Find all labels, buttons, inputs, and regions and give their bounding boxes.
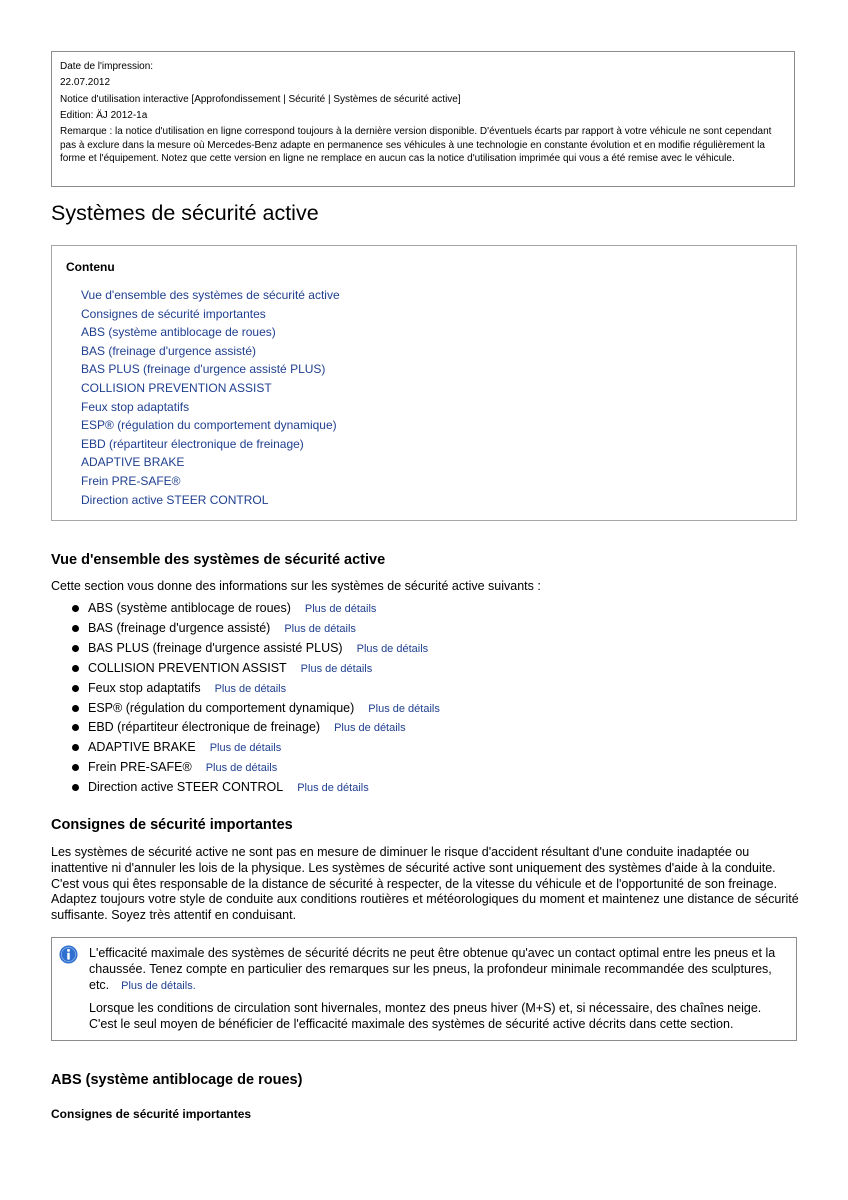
toc-link-steer-control[interactable]: Direction active STEER CONTROL [81, 492, 269, 507]
more-details-link[interactable]: Plus de détails [334, 722, 406, 735]
print-info-box [51, 51, 795, 187]
list-item-label: EBD (répartiteur électronique de freinage) [88, 720, 321, 735]
overview-heading: Vue d'ensemble des systèmes de sécurité active [51, 552, 386, 568]
toc-link-collision-prevention[interactable]: COLLISION PREVENTION ASSIST [81, 380, 272, 395]
note-text [89, 946, 789, 1033]
more-details-link[interactable]: Plus de détails [209, 742, 282, 755]
more-details-link[interactable]: Plus de détails [304, 603, 377, 615]
list-item-label: BAS (freinage d'urgence assisté) [88, 620, 271, 635]
more-details-link[interactable]: Plus de détails [356, 642, 429, 655]
more-details-link[interactable]: Plus de détails [284, 622, 356, 635]
toc-list [81, 286, 340, 509]
toc-link-safety-notes[interactable]: Consignes de sécurité importantes [81, 306, 266, 321]
toc-link-pre-safe[interactable]: Frein PRE-SAFE® [81, 473, 181, 488]
info-note [51, 937, 797, 1041]
note-paragraph [89, 946, 789, 994]
more-details-link[interactable]: Plus de détails [214, 682, 287, 695]
remark-text: Remarque : la notice d'utilisation en ligne correspond toujours à la dernière version disponible. D'éventuels écarts par rapport à votre véhicule ne sont cependant pas à exclure dans la mesure où Mercedes-Benz adapte en permanence ses véhicules à une technologie en constante évolution et en modifie régulièrement la forme et l'équipement. Notez que cette version en ligne ne remplace en aucun cas la notice d'utilisation imprimée qui vous a été remise avec le véhicule. [60, 126, 772, 165]
page-title: Systèmes de sécurité active [51, 201, 319, 225]
toc-link-adaptive-brake[interactable]: ADAPTIVE BRAKE [81, 455, 185, 470]
toc-link-adaptive-brake-lights[interactable]: Feux stop adaptatifs [81, 399, 190, 414]
note-text-1: L'efficacité maximale des systèmes de sécurité décrits ne peut être obtenue qu'avec un contact optimal entre les pneus et la chaussée. Tenez compte en particulier des remarques sur les pneus, la profondeur minimale recommandée des sculptures, etc. [89, 946, 776, 992]
list-item [70, 679, 440, 699]
list-item [70, 718, 440, 738]
abs-subheading: Consignes de sécurité importantes [51, 1107, 252, 1121]
list-item-label: BAS PLUS (freinage d'urgence assisté PLUS) [88, 640, 343, 655]
table-of-contents [51, 245, 797, 521]
breadcrumb: Notice d'utilisation interactive [Approfondissement | Sécurité | Systèmes de sécurité active] [60, 93, 461, 105]
list-item-label: ESP® (régulation du comportement dynamique) [88, 700, 355, 715]
note-paragraph: Lorsque les conditions de circulation sont hivernales, montez des pneus hiver (M+S) et, si nécessaire, des chaînes neige. C'est le seul moyen de bénéficier de l'efficacité maximale des systèmes de sécurité active décrits dans cette section. [89, 1001, 762, 1032]
list-item [70, 738, 440, 758]
list-item [70, 619, 440, 639]
abs-heading: ABS (système antiblocage de roues) [51, 1072, 303, 1088]
more-details-link[interactable]: Plus de détails [300, 662, 373, 675]
toc-link-ebd[interactable]: EBD (répartiteur électronique de freinage) [81, 436, 304, 451]
info-icon [59, 945, 78, 964]
list-item-label: Direction active STEER CONTROL [88, 780, 284, 795]
toc-link-abs[interactable]: ABS (système antiblocage de roues) [81, 325, 276, 340]
list-item-label: Frein PRE-SAFE® [88, 760, 192, 775]
more-details-link[interactable]: Plus de détails [297, 782, 369, 795]
list-item-label: ADAPTIVE BRAKE [88, 740, 196, 755]
more-details-link[interactable]: Plus de détails [368, 702, 440, 715]
list-item [70, 599, 440, 619]
more-details-link[interactable]: Plus de détails [205, 762, 278, 775]
list-item [70, 778, 440, 798]
list-item [70, 699, 440, 719]
print-date: 22.07.2012 [60, 77, 111, 89]
list-item-label: Feux stop adaptatifs [88, 680, 201, 695]
print-date-label: Date de l'impression: [60, 61, 154, 72]
note-more-details-link[interactable]: Plus de détails. [121, 979, 196, 992]
list-item-label: ABS (système antiblocage de roues) [88, 601, 291, 615]
list-item [70, 758, 440, 778]
list-item [70, 659, 440, 679]
safety-heading: Consignes de sécurité importantes [51, 817, 293, 833]
list-item-label: COLLISION PREVENTION ASSIST [88, 660, 287, 675]
toc-link-overview[interactable]: Vue d'ensemble des systèmes de sécurité active [81, 288, 340, 302]
overview-list [70, 599, 440, 798]
edition: Edition: ÄJ 2012-1a [60, 109, 148, 121]
safety-paragraph: Les systèmes de sécurité active ne sont pas en mesure de diminuer le risque d'accident résultant d'une conduite inadaptée ou inattentive ni d'annuler les lois de la physique. Les systèmes de sécurité active sont uniquement des systèmes d'aide à la conduite. C'est vous qui êtes responsable de la distance de sécurité à respecter, de la vitesse du véhicule et de l'opportunité de son freinage. Adaptez toujours votre style de conduite aux conditions routières et météorologiques du moment et maintenez une distance de sécurité suffisante. Soyez très attentif en conduisant. [51, 845, 799, 923]
toc-link-bas-plus[interactable]: BAS PLUS (freinage d'urgence assisté PLUS) [81, 362, 326, 377]
toc-link-esp[interactable]: ESP® (régulation du comportement dynamique) [81, 418, 337, 433]
overview-intro: Cette section vous donne des informations sur les systèmes de sécurité active suivants : [51, 579, 541, 593]
toc-heading: Contenu [66, 260, 115, 274]
list-item [70, 639, 440, 659]
toc-link-bas[interactable]: BAS (freinage d'urgence assisté) [81, 343, 257, 358]
